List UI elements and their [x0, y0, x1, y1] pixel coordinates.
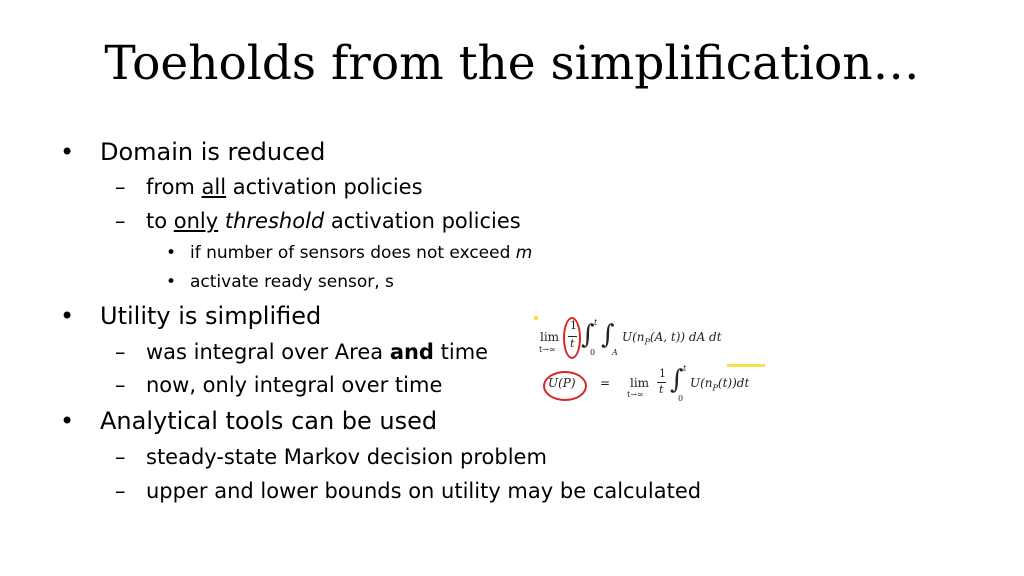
integral-sign: ∫ — [601, 320, 615, 350]
text: time — [433, 340, 489, 364]
text — [218, 209, 225, 233]
fraction-numerator: 1 — [659, 367, 666, 380]
integrand-part: (A, t)) dA dt — [649, 330, 722, 344]
bullet-analytical-tools — [60, 407, 438, 435]
text: if number of sensors does not exceed — [190, 243, 516, 263]
dash-icon: – — [115, 340, 126, 364]
bullet-text: Analytical tools can be used — [100, 407, 438, 435]
text: from — [146, 175, 202, 199]
slide-title: Toeholds from the simplification… — [104, 36, 920, 91]
sub-bullet-bounds — [115, 479, 702, 503]
integral-lower-limit: 0 — [590, 348, 596, 357]
bullet-utility-simplified — [60, 302, 322, 330]
limit-subscript: t→∞ — [539, 345, 556, 354]
integral-upper-limit: t — [683, 364, 687, 373]
integral-lower-limit: 0 — [678, 394, 684, 403]
text: now, only integral over time — [146, 373, 443, 397]
text: was integral over Area — [146, 340, 390, 364]
sub-bullet-to-only-threshold — [115, 209, 521, 233]
limit-operator: lim — [540, 330, 560, 344]
text: activate ready sensor, s — [190, 272, 394, 292]
sub-sub-bullet-sensor-limit — [166, 243, 533, 263]
integrand — [622, 330, 722, 346]
integral-upper-limit: t — [594, 318, 598, 327]
integral-lower-limit: A — [612, 348, 618, 357]
integrand-subscript: P — [644, 337, 650, 347]
integrand — [690, 376, 749, 392]
equals-sign: = — [600, 376, 611, 390]
bullet-text: Utility is simplified — [100, 302, 322, 330]
sub-bullet-now-integral — [115, 373, 443, 397]
text: activation policies — [226, 175, 423, 199]
dash-icon: – — [115, 479, 126, 503]
italic-text: threshold — [224, 209, 325, 233]
fraction-numerator: 1 — [570, 319, 577, 332]
dash-icon: – — [115, 209, 126, 233]
text: activation policies — [324, 209, 521, 233]
integrand-part: (t))dt — [717, 376, 750, 390]
dash-icon: – — [115, 445, 126, 469]
bullet-domain-reduced — [60, 138, 326, 166]
bullet-text: Domain is reduced — [100, 138, 326, 166]
text: upper and lower bounds on utility may be calculated — [146, 479, 702, 503]
bullet-icon: • — [166, 243, 177, 263]
equation-area-time-integral — [538, 316, 758, 362]
bullet-icon: • — [166, 272, 177, 292]
sub-bullet-from-all — [115, 175, 423, 199]
bullet-icon: • — [60, 302, 75, 330]
fraction-denominator: t — [570, 337, 575, 350]
integrand-subscript: P — [712, 383, 718, 393]
utility-lhs: U(P) — [548, 376, 576, 390]
red-circle-annotation — [563, 317, 581, 359]
bullet-icon: • — [60, 407, 75, 435]
underlined-text: all — [201, 175, 227, 199]
limit-subscript: t→∞ — [627, 390, 644, 399]
dash-icon: – — [115, 175, 126, 199]
italic-text: m — [515, 243, 533, 263]
integrand-part: U(n — [690, 376, 713, 390]
text: steady-state Markov decision problem — [146, 445, 547, 469]
integral-sign: ∫ — [670, 365, 684, 395]
underlined-text: only — [173, 209, 219, 233]
text: to — [146, 209, 174, 233]
bold-text: and — [389, 340, 434, 364]
integral-sign: ∫ — [581, 320, 595, 350]
sub-bullet-markov — [115, 445, 547, 469]
dash-icon: – — [115, 373, 126, 397]
highlight-mark — [534, 316, 538, 320]
fraction-denominator: t — [659, 383, 664, 396]
integrand-part: U(n — [622, 330, 645, 344]
bullet-icon: • — [60, 138, 75, 166]
sub-sub-bullet-activate-sensor — [166, 272, 394, 292]
limit-operator: lim — [630, 376, 650, 390]
equation-time-integral — [538, 364, 778, 406]
highlight-mark — [727, 364, 765, 367]
sub-bullet-was-integral — [115, 340, 489, 364]
